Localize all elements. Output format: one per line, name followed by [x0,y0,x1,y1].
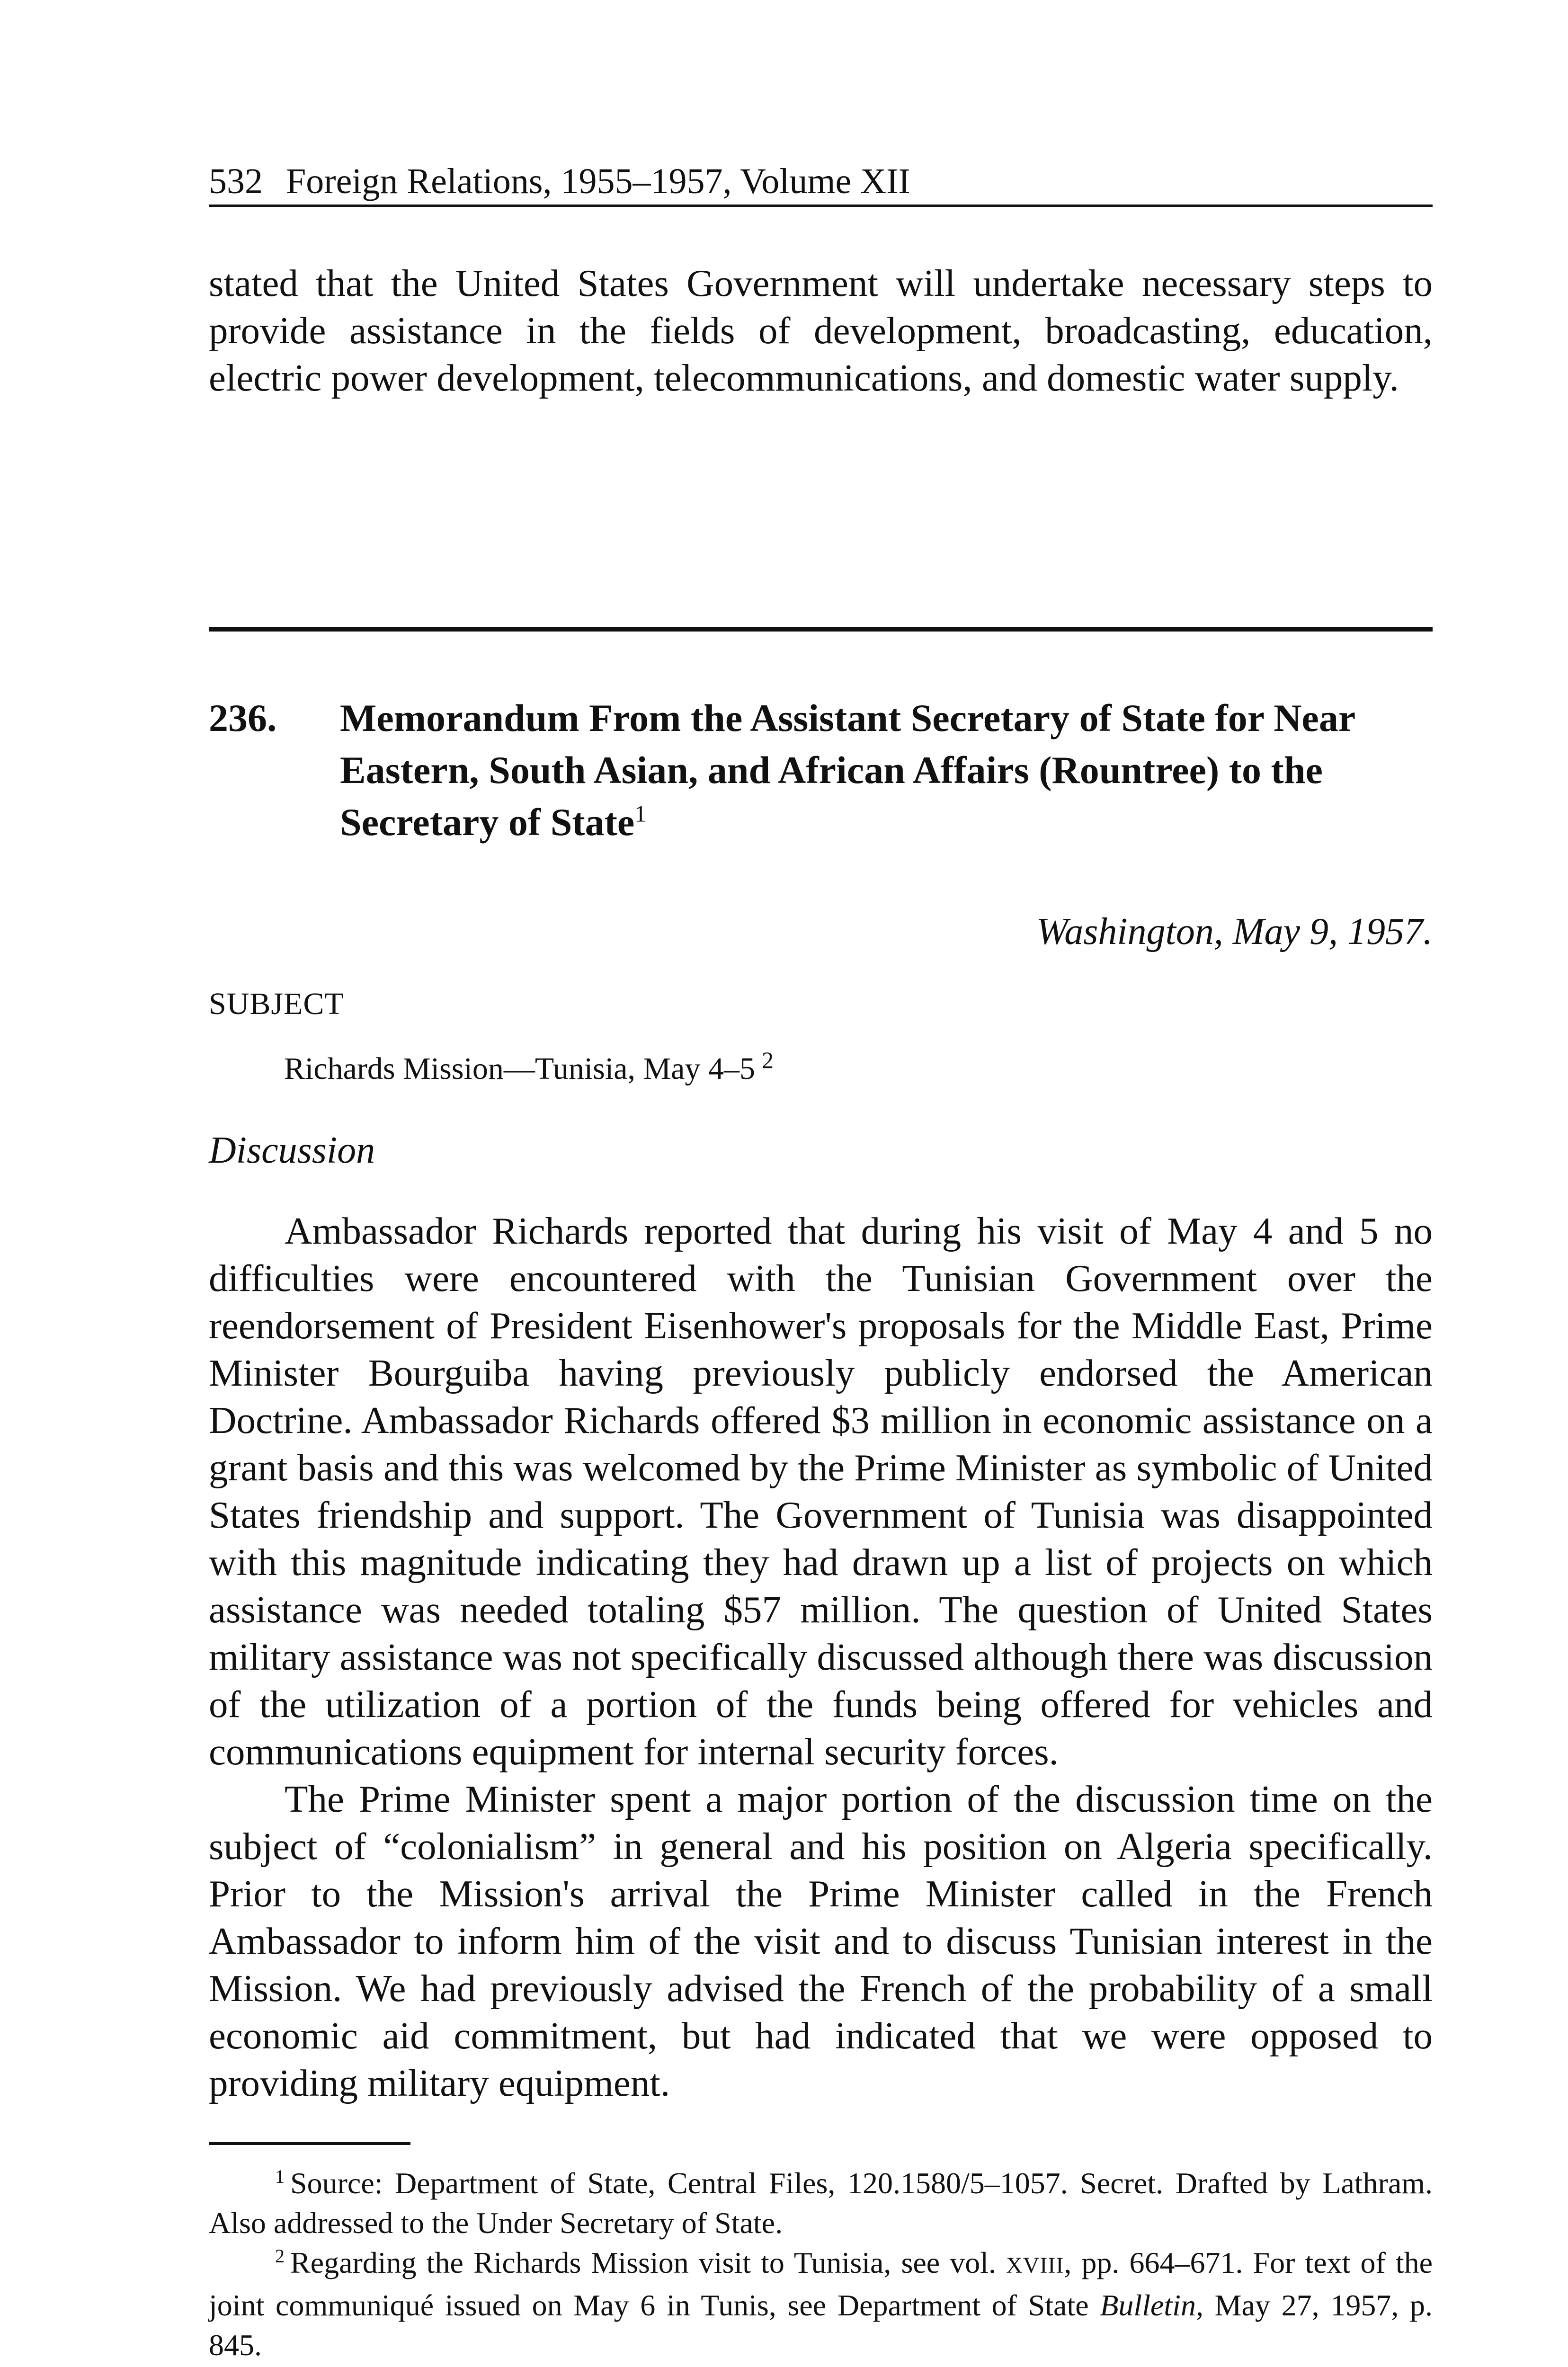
section-heading: Discussion [209,1130,375,1171]
intro-paragraph: stated that the United States Government will undertake necessary steps to provide assistance in the fields of development, broadcasting, education, electric power development, telecommunications, and domestic water supply. [209,262,1433,399]
page-number: 532 [209,161,263,201]
footnote-rule [209,2142,410,2145]
footnote-2 [209,2243,1433,2365]
running-head [209,160,1433,203]
document-number: 236. [209,696,277,739]
body-text [209,1207,1433,2107]
header-rule [209,205,1433,207]
footnote-text: Regarding the Richards Mission visit to Tunisia, see vol. [290,2246,997,2279]
volume-numeral: XVIII [1006,2253,1064,2278]
footnote-ref-2[interactable]: 2 [761,1047,774,1073]
section-divider [209,627,1433,632]
footnote-1 [209,2163,1433,2243]
subject-line [284,1048,774,1090]
footnote-mark: 2 [275,2245,285,2267]
document-title-text: Memorandum From the Assistant Secretary of State for Near Eastern, South Asian, and African Affairs (Rountree) to the Secretary of State [340,696,1355,844]
volume-title: Foreign Relations, 1955–1957, Volume XII [286,161,910,201]
footnote-text: May 27, 1957, p. 845. [209,2288,1433,2362]
footnote-mark: 1 [275,2165,285,2187]
footnote-text: , pp. 664–671. For text of the joint communiqué issued on May 6 in Tunis, see Department of State [209,2246,1433,2322]
footnote-ref-1[interactable]: 1 [634,800,647,827]
document-title [340,692,1429,848]
body-paragraph: The Prime Minister spent a major portion of the discussion time on the subject of “colonialism” in general and his position on Algeria specifically. Prior to the Mission's arrival the Prime Minister called in the French Ambassador to inform him of the visit and to discuss Tunisian interest in the Mission. We had previously advised the French of the probability of a small economic aid commitment, but had indicated that we were opposed to providing military equipment. [209,1778,1433,2104]
dateline: Washington, May 9, 1957. [1036,911,1433,952]
subject-label: SUBJECT [209,987,344,1021]
publication-title: Bulletin, [1100,2288,1203,2322]
body-paragraph: Ambassador Richards reported that during his visit of May 4 and 5 no difficulties were encountered with the Tunisian Government over the reendorsement of President Eisenhower's proposals for the Middle East, Prime Minister Bourguiba having previously publicly endorsed the American Doctrine. Ambassador Richards offered $3 million in economic assistance on a grant basis and this was welcomed by the Prime Minister as symbolic of United States friendship and support. The Government of Tunisia was disappointed with this magnitude indicating they had drawn up a list of projects on which assistance was needed totaling $57 million. The question of United States military assistance was not specifically discussed although there was discussion of the utilization of a portion of the funds being offered for vehicles and communications equipment for internal security forces. [209,1210,1433,1773]
footnote-text: Source: Department of State, Central Files, 120.1580/5–1057. Secret. Drafted by Lathram. Also addressed to the Under Secretary of State. [209,2166,1433,2240]
subject-text: Richards Mission—Tunisia, May 4–5 [284,1051,755,1086]
footnotes [209,2163,1433,2365]
